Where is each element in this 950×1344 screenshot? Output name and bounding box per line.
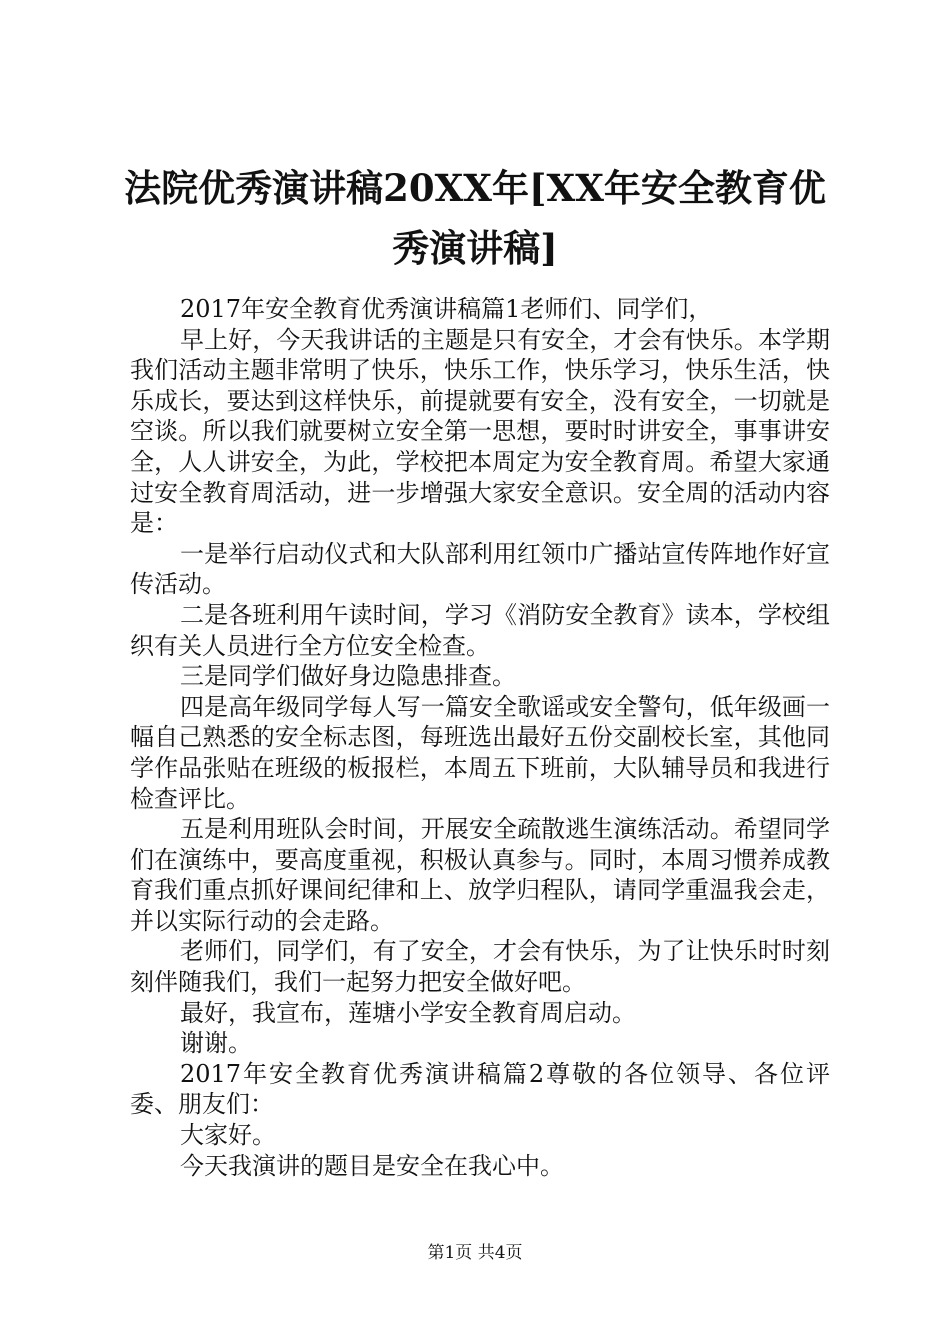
paragraph: 2017年安全教育优秀演讲稿篇1老师们、同学们， bbox=[180, 295, 713, 323]
document-body bbox=[130, 294, 830, 1181]
paragraph: 大家好。 bbox=[180, 1121, 276, 1150]
paragraph: 2017年安全教育优秀演讲稿篇2尊敬的各位领导、各位评委、朋友们： bbox=[130, 1059, 830, 1119]
paragraph: 早上好，今天我讲话的主题是只有安全，才会有快乐。本学期我们活动主题非常明了快乐，快乐工作，快乐学习，快乐生活，快乐成长，要达到这样快乐，前提就要有安全，没有安全，一切就是空谈。所以我们就要树立安全第一思想，要时时讲安全，事事讲安全，人人讲安全，为此，学校把本周定为安全教育周。希望大家通过安全教育周活动，进一步增强大家安全意识。安全周的活动内容是： bbox=[130, 325, 830, 538]
paragraph: 今天我演讲的题目是安全在我心中。 bbox=[180, 1151, 564, 1180]
paragraph: 最好，我宣布，莲塘小学安全教育周启动。 bbox=[180, 998, 636, 1027]
paragraph: 一是举行启动仪式和大队部利用红领巾广播站宣传阵地作好宣传活动。 bbox=[130, 539, 830, 599]
paragraph: 老师们，同学们，有了安全，才会有快乐，为了让快乐时时刻刻伴随我们，我们一起努力把安全做好吧。 bbox=[130, 937, 830, 997]
paragraph: 五是利用班队会时间，开展安全疏散逃生演练活动。希望同学们在演练中，要高度重视，积极认真参与。同时，本周习惯养成教育我们重点抓好课间纪律和上、放学归程队，请同学重温我会走，并以实际行动的会走路。 bbox=[130, 815, 830, 935]
paragraph: 二是各班利用午读时间，学习《消防安全教育》读本，学校组织有关人员进行全方位安全检查。 bbox=[130, 600, 830, 660]
paragraph: 三是同学们做好身边隐患排查。 bbox=[180, 662, 516, 691]
page-footer: 第1页 共4页 bbox=[427, 1243, 523, 1263]
paragraph: 谢谢。 bbox=[180, 1029, 252, 1058]
paragraph: 四是高年级同学每人写一篇安全歌谣或安全警句，低年级画一幅自己熟悉的安全标志图，每班选出最好五份交副校长室，其他同学作品张贴在班级的板报栏，本周五下班前，大队辅导员和我进行检查评比。 bbox=[130, 692, 830, 813]
document-title: 法院优秀演讲稿20XX年[XX年安全教育优秀演讲稿] bbox=[124, 166, 826, 270]
